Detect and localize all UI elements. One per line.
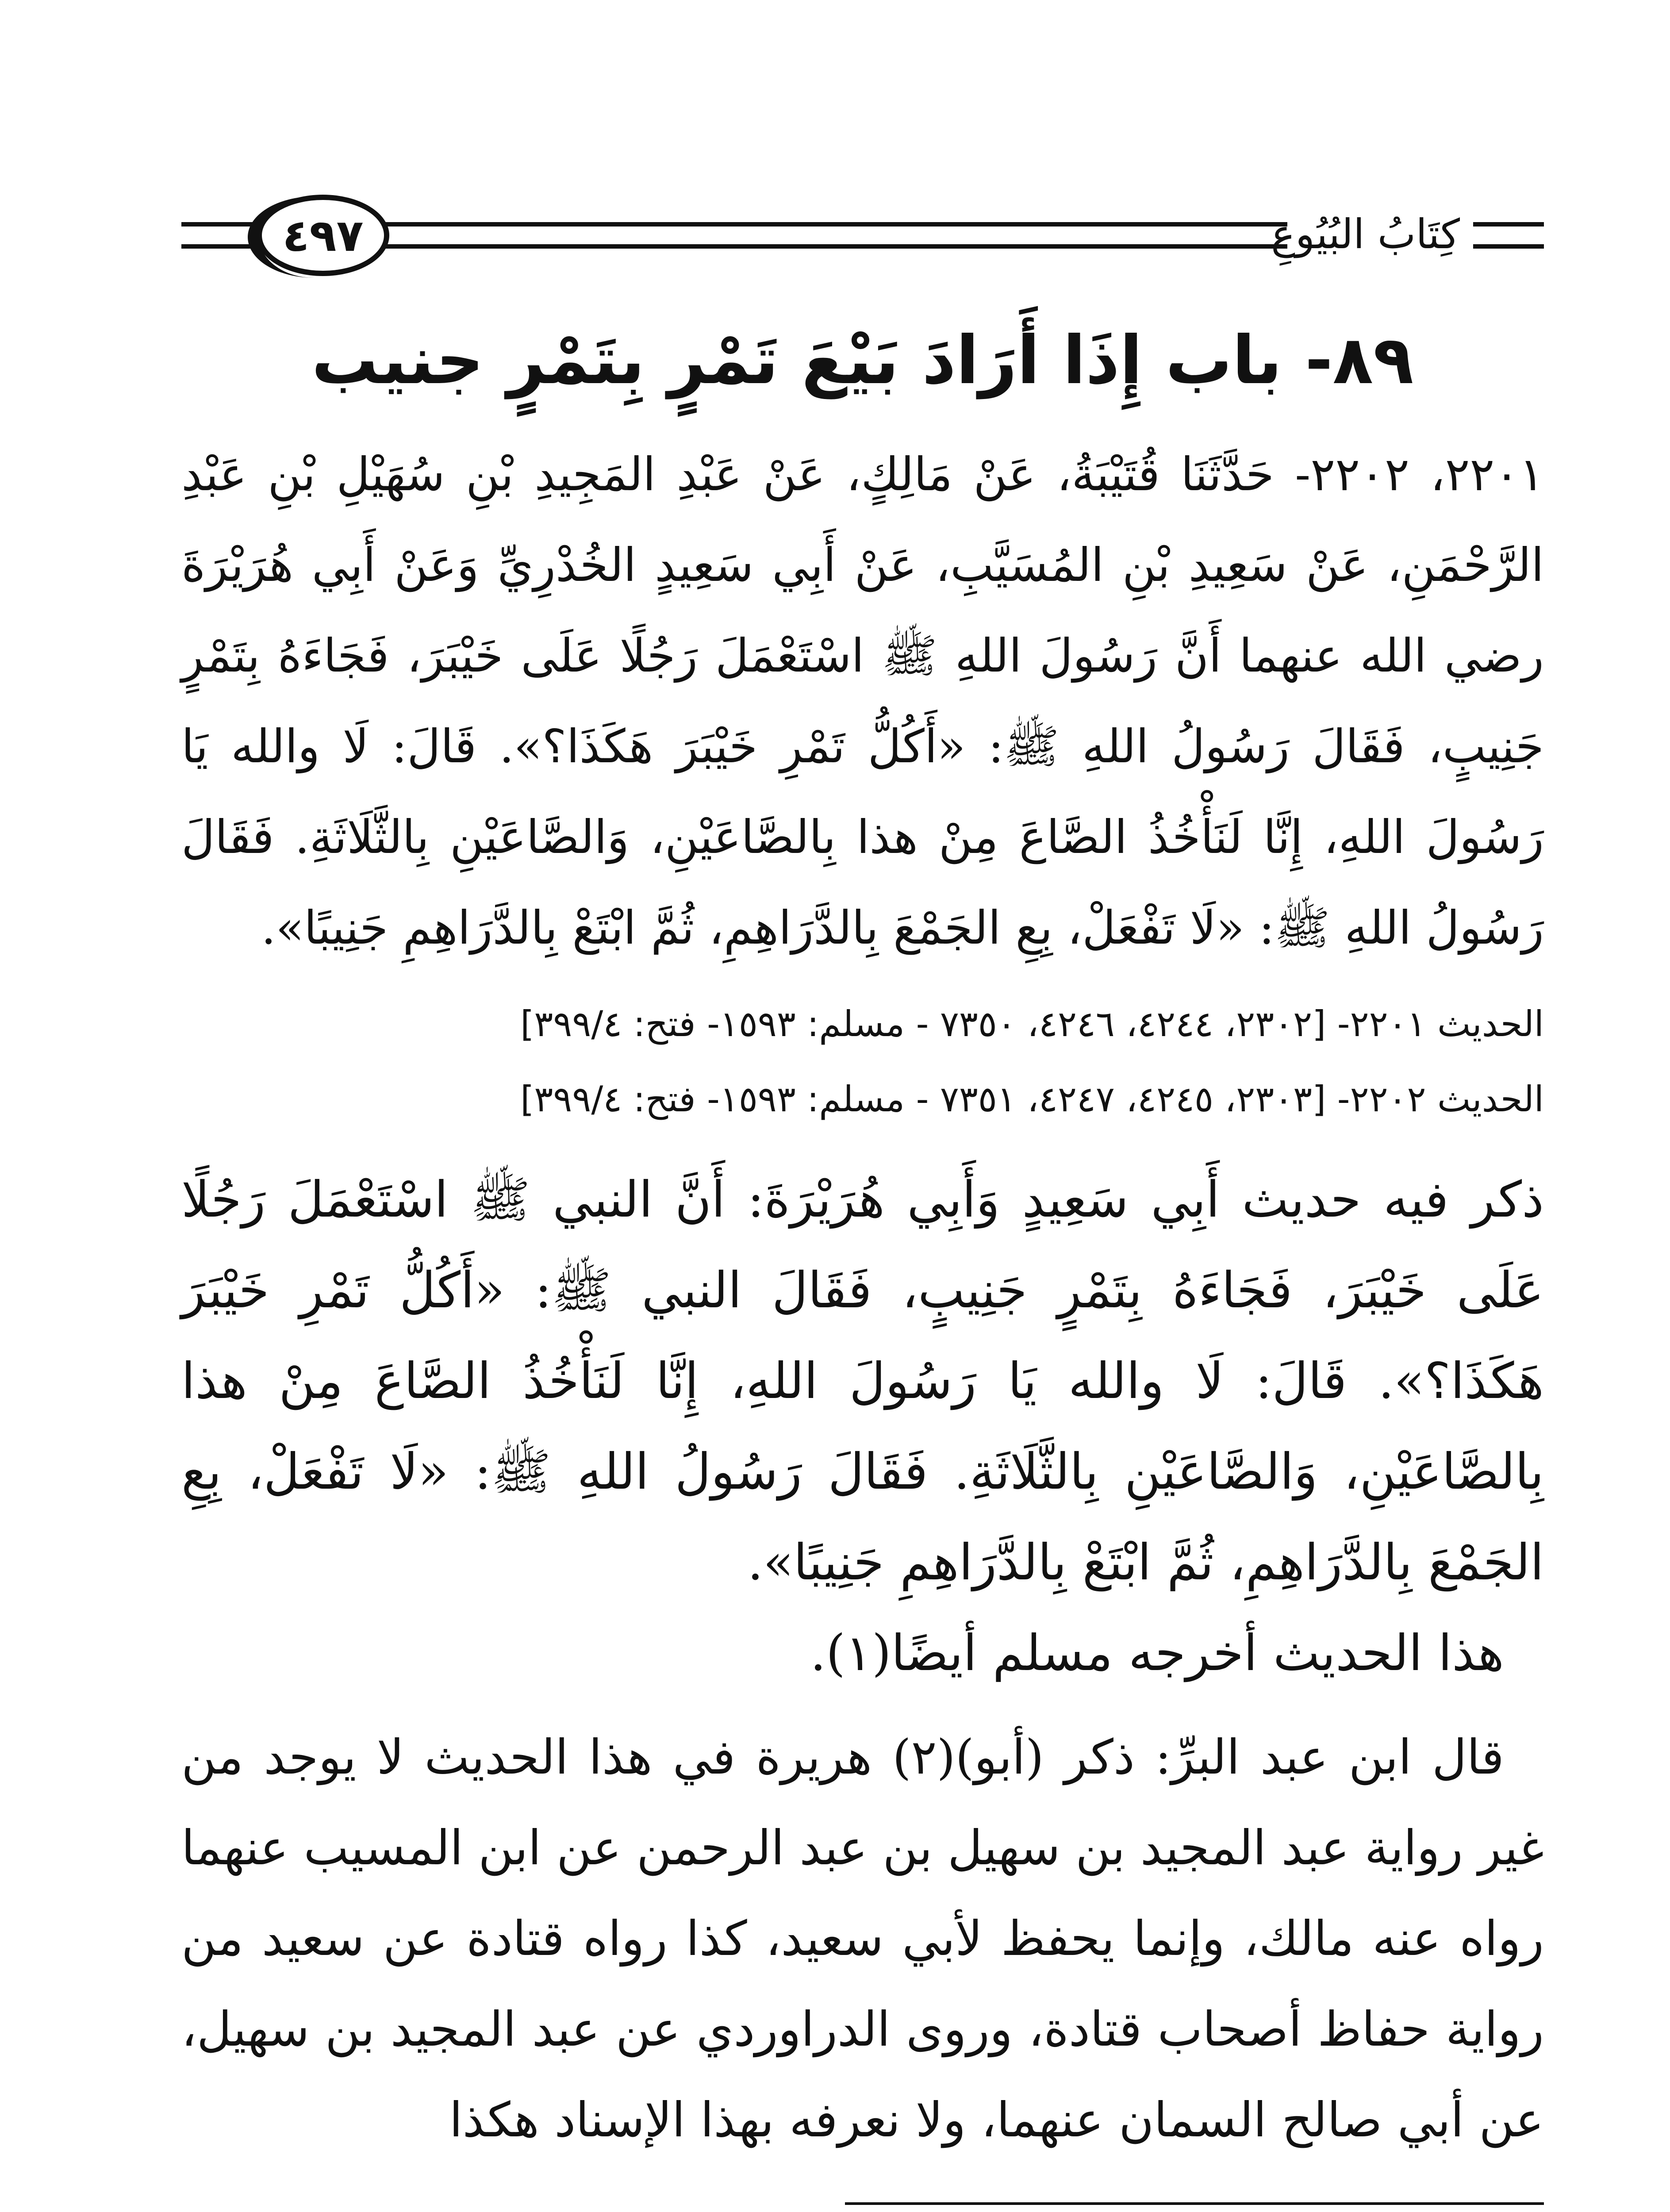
- takhrij-note: هذا الحديث أخرجه مسلم أيضًا(١).: [810, 1624, 1504, 1682]
- book-title: كِتَابُ البُيُوعِ: [1271, 211, 1460, 258]
- main-content: [181, 310, 1544, 2166]
- hadith-references: [181, 987, 1544, 1137]
- header-rule-right: [1473, 222, 1544, 249]
- commentary-paragraph: قال ابن عبد البرِّ: ذكر (أبو)(٢) هريرة في هذا الحديث لا يوجد من غير رواية عبد المجيد بن سهيل بن عبد الرحمن عن ابن المسيب عنهما رواه عنه مالك، وإنما يحفظ لأبي سعيد، كذا رواه قتادة عن سعيد من رواية حفاظ أصحاب قتادة، وروى الدراوردي عن عبد المجيد بن سهيل، عن أبي صالح السمان عنهما، ولا نعرفه بهذا الإسناد هكذا: [181, 1730, 1544, 2148]
- page-number: ٤٩٧: [257, 195, 389, 276]
- reference-line: الحديث ٢٢٠٢- [٢٣٠٣، ٤٢٤٥، ٤٢٤٧، ٧٣٥١ - مسلم: ١٥٩٣- فتح: ٣٩٩/٤]: [520, 1079, 1544, 1120]
- footnote-separator: [845, 2202, 1544, 2205]
- chapter-title: ٨٩- باب إِذَا أَرَادَ بَيْعَ تَمْرٍ بِتَمْرٍ جنيب: [311, 322, 1414, 399]
- page-header: [181, 190, 1544, 279]
- hadith-text: ٢٢٠١، ٢٢٠٢- حَدَّثَنَا قُتَيْبَةُ، عَنْ مَالِكٍ، عَنْ عَبْدِ المَجِيدِ بْنِ سُهَيْلِ بْنِ عَبْدِ الرَّحْمَنِ، عَنْ سَعِيدِ بْنِ المُسَيَّبِ، عَنْ أَبِي سَعِيدٍ الخُدْرِيِّ وَعَنْ أَبِي هُرَيْرَةَ رضي الله عنهما أَنَّ رَسُولَ اللهِ ﷺ اسْتَعْمَلَ رَجُلًا عَلَى خَيْبَرَ، فَجَاءَهُ بِتَمْرٍ جَنِيبٍ، فَقَالَ رَسُولُ اللهِ ﷺ: «أَكُلُّ تَمْرِ خَيْبَرَ هَكَذَا؟». قَالَ: لَا والله يَا رَسُولَ اللهِ، إِنَّا لَنَأْخُذُ الصَّاعَ مِنْ هذا بِالصَّاعَيْنِ، وَالصَّاعَيْنِ بِالثَّلَاثَةِ. فَقَالَ رَسُولُ اللهِ ﷺ: «لَا تَفْعَلْ، بِعِ الجَمْعَ بِالدَّرَاهِمِ، ثُمَّ ابْتَعْ بِالدَّرَاهِمِ جَنِيبًا».: [181, 447, 1544, 955]
- reference-line: الحديث ٢٢٠١- [٢٣٠٢، ٤٢٤٤، ٤٢٤٦، ٧٣٥٠ - مسلم: ١٥٩٣- فتح: ٣٩٩/٤]: [520, 1003, 1544, 1045]
- commentary-text: ذكر فيه حديث أَبِي سَعِيدٍ وَأَبِي هُرَيْرَةَ: أَنَّ النبي ﷺ اسْتَعْمَلَ رَجُلًا عَلَى خَيْبَرَ، فَجَاءَهُ بِتَمْرٍ جَنِيبٍ، فَقَالَ النبي ﷺ: «أَكُلُّ تَمْرِ خَيْبَرَ هَكَذَا؟». قَالَ: لَا والله يَا رَسُولَ اللهِ، إِنَّا لَنَأْخُذُ الصَّاعَ مِنْ هذا بِالصَّاعَيْنِ، وَالصَّاعَيْنِ بِالثَّلَاثَةِ. فَقَالَ رَسُولُ اللهِ ﷺ: «لَا تَفْعَلْ، بِعِ الجَمْعَ بِالدَّرَاهِمِ، ثُمَّ ابْتَعْ بِالدَّرَاهِمِ جَنِيبًا».: [181, 1171, 1544, 1591]
